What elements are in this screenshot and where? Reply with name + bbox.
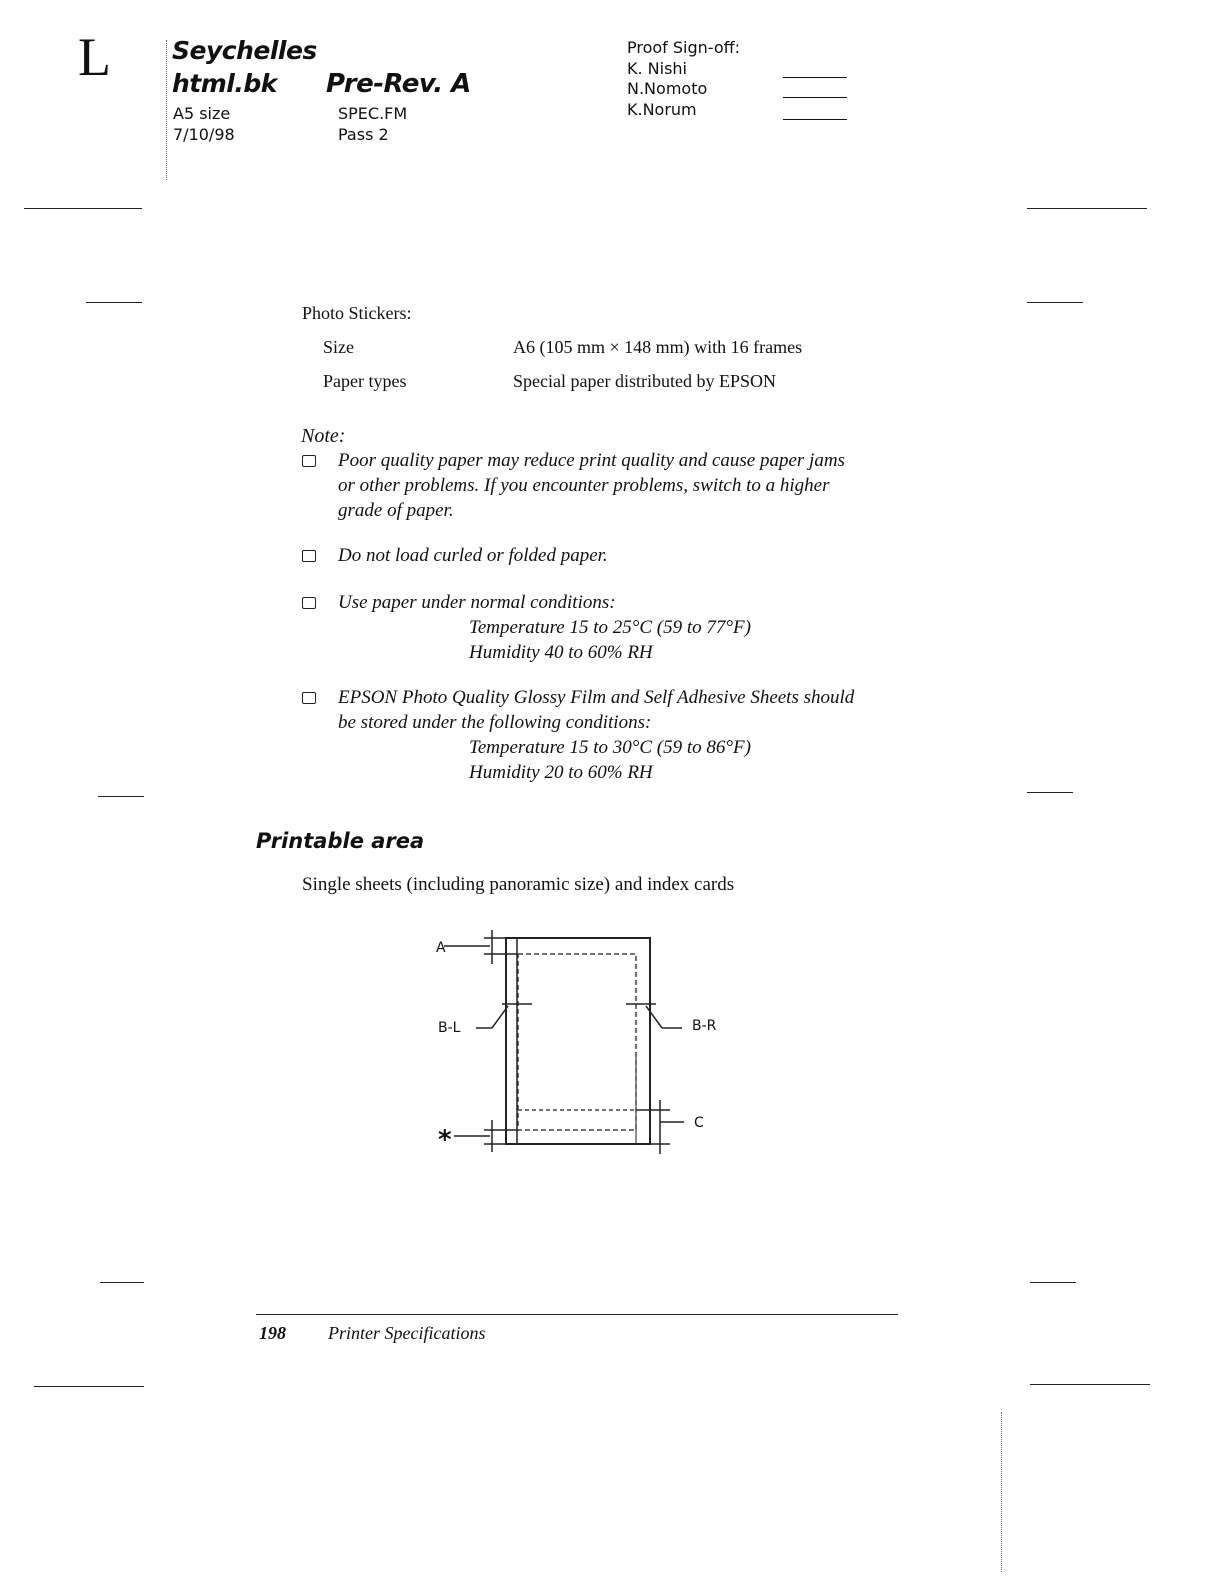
checkbox-bullet-icon <box>302 455 316 467</box>
diagram-label-c: C <box>694 1115 704 1131</box>
footer-rule <box>256 1314 898 1315</box>
corner-letter: L <box>78 27 111 87</box>
signoff-line <box>783 119 847 120</box>
date: 7/10/98 <box>173 125 235 144</box>
checkbox-bullet-icon <box>302 550 316 562</box>
diagram-label-br: B-R <box>692 1018 717 1034</box>
crop-mark <box>1027 208 1147 209</box>
note-item: Do not load curled or folded paper. <box>338 545 608 566</box>
page-size: A5 size <box>173 104 231 123</box>
page-number: 198 <box>259 1323 286 1343</box>
printable-area-diagram <box>420 924 730 1156</box>
chapter-title: Printer Specifications <box>328 1323 486 1343</box>
checkbox-bullet-icon <box>302 597 316 609</box>
crop-mark <box>34 1386 144 1387</box>
signoff-name: N.Nomoto <box>627 79 708 98</box>
crop-mark <box>1027 302 1083 303</box>
signoff-line <box>783 97 847 98</box>
sheet-outline <box>506 938 650 1144</box>
printable-area-heading: Printable area <box>256 829 425 853</box>
crop-mark <box>86 302 142 303</box>
spec-file: SPEC.FM <box>338 104 408 123</box>
printable-area-subtitle: Single sheets (including panoramic size) and index cards <box>302 874 735 895</box>
signoff-line <box>783 77 847 78</box>
checkbox-bullet-icon <box>302 692 316 704</box>
signoff-name: K.Norum <box>627 100 697 119</box>
diagram-label-a: A <box>436 940 446 956</box>
crop-mark <box>1030 1282 1076 1283</box>
note-item: EPSON Photo Quality Glossy Film and Self Adhesive Sheets should be stored under the following conditions: Temperature 15 to 30°C (59 to 86°F) Humidity 20 to 60% RH <box>338 687 855 783</box>
photo-stickers-title: Photo Stickers: <box>302 303 412 323</box>
signoff-name: K. Nishi <box>627 59 687 78</box>
crop-mark-vertical <box>1001 1412 1002 1572</box>
printable-area-outline <box>518 954 636 1130</box>
book-title: Seychelles <box>172 36 317 65</box>
spec-row-value: A6 (105 mm × 148 mm) with 16 frames <box>513 337 803 357</box>
spec-row-label: Paper types <box>323 371 407 391</box>
book-file: html.bk <box>172 69 277 98</box>
revision: Pre-Rev. A <box>326 69 471 99</box>
proof-signoff-label: Proof Sign-off: <box>627 38 741 57</box>
pass: Pass 2 <box>338 125 389 144</box>
note-item: Use paper under normal conditions: Temperature 15 to 25°C (59 to 77°F) Humidity 40 to 60% RH <box>338 592 751 663</box>
diagram-label-star: * <box>438 1125 452 1155</box>
crop-mark <box>24 208 142 209</box>
crop-mark <box>100 1282 144 1283</box>
crop-mark <box>98 796 144 797</box>
spec-row-value: Special paper distributed by EPSON <box>513 371 776 391</box>
note-item: Poor quality paper may reduce print quality and cause paper jams or other problems. If you encounter problems, switch to a higher grade of paper. <box>338 450 845 521</box>
spec-row-label: Size <box>323 337 354 357</box>
leader-line-br <box>646 1006 662 1028</box>
diagram-label-bl: B-L <box>438 1020 461 1036</box>
crop-mark <box>1030 1384 1150 1385</box>
header-dotted-rule <box>166 40 167 180</box>
crop-mark <box>1027 792 1073 793</box>
note-heading: Note: <box>301 425 346 447</box>
